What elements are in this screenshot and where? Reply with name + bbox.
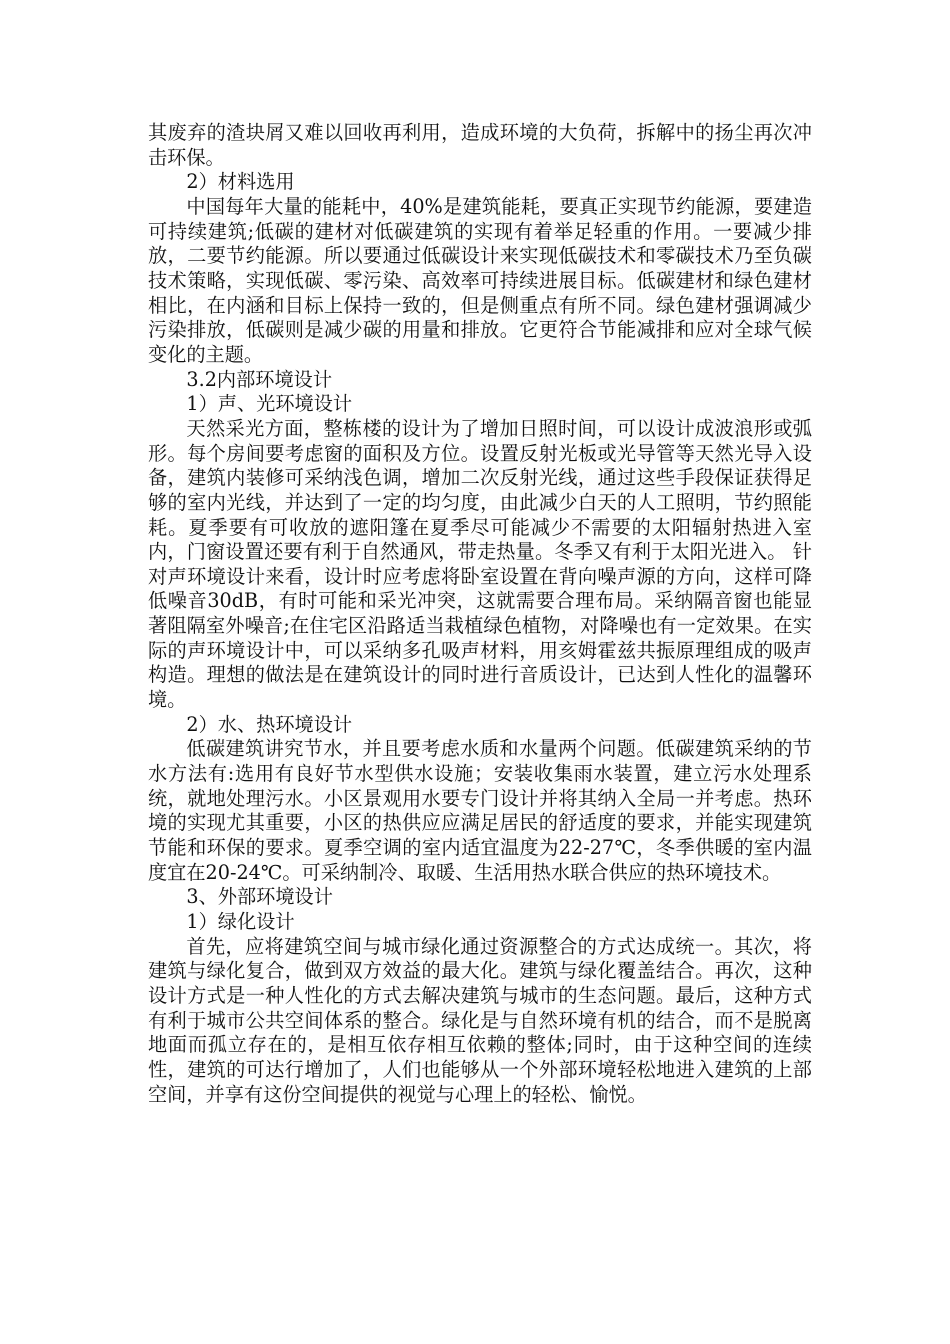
section-heading-materials: 2）材料选用 [186, 170, 295, 194]
paragraph-continued: 其废弃的渣块屑又难以回收再利用，造成环境的大负荷，拆解中的扬尘再次冲击环保。 [148, 121, 812, 169]
paragraph-water-heat: 低碳建筑讲究节水，并且要考虑水质和水量两个问题。低碳建筑采纳的节水方法有:选用有良好节水型供水设施；安装收集雨水装置，建立污水处理系统，就地处理污水。小区景观用水要专门设计并将其纳入全局一并考虑。热环境的实现尤其重要，小区的热供应应满足居民的舒适度的要求，并能实现建筑节能和环保的要求。夏季空调的室内适宜温度为22-27℃，冬季供暖的室内温度宜在20-24℃。可采纳制冷、取暖、生活用热水联合供应的热环境技术。 [148, 737, 812, 884]
section-heading-interior: 3.2内部环境设计 [186, 367, 333, 391]
subsection-heading-sound-light: 1）声、光环境设计 [186, 392, 353, 416]
subsection-heading-greening: 1）绿化设计 [186, 910, 295, 933]
section-heading-exterior: 3、外部环境设计 [186, 885, 333, 909]
paragraph-materials: 中国每年大量的能耗中，40%是建筑能耗，要真正实现节约能源，要建造可持续建筑;低碳的建材对低碳建筑的实现有着举足轻重的作用。一要减少排放，二要节约能源。所以要通过低碳设计来实现低碳技术和零碳技术乃至负碳技术策略，实现低碳、零污染、高效率可持续进展目标。低碳建材和绿色建材相比，在内涵和目标上保持一致的，但是侧重点有所不同。绿色建材强调减少污染排放，低碳则是减少碳的用量和排放。它更符合节能减排和应对全球气候变化的主题。 [148, 194, 812, 366]
document-page [148, 121, 812, 1107]
subsection-heading-water-heat: 2）水、热环境设计 [186, 712, 353, 736]
paragraph-greening: 首先，应将建筑空间与城市绿化通过资源整合的方式达成统一。其次，将建筑与绿化复合，做到双方效益的最大化。建筑与绿化覆盖结合。再次，这种设计方式是一种人性化的方式去解决建筑与城市的生态问题。最后，这种方式有利于城市公共空间体系的整合。绿化是与自然环境有机的结合，而不是脱离地面而孤立存在的，是相互依存相互依赖的整体;同时，由于这种空间的连续性，建筑的可达行增加了，人们也能够从一个外部环境轻松地进入建筑的上部空间，并享有这份空间提供的视觉与心理上的轻松、愉悦。 [148, 934, 812, 1106]
paragraph-sound-light: 天然采光方面，整栋楼的设计为了增加日照时间，可以设计成波浪形或弧形。每个房间要考虑窗的面积及方位。设置反射光板或光导管等天然光导入设备，建筑内装修可采纳浅色调，增加二次反射光线，通过这些手段保证获得足够的室内光线，并达到了一定的均匀度，由此减少白天的人工照明，节约照能耗。夏季要有可收放的遮阳篷在夏季尽可能减少不需要的太阳辐射热进入室内，门窗设置还要有利于自然通风，带走热量。冬季又有利于太阳光进入。 针对声环境设计来看，设计时应考虑将卧室设置在背向噪声源的方向，这样可降低噪音30dB，有时可能和采光冲突，这就需要合理布局。采纳隔音窗也能显著阻隔室外噪音;在住宅区沿路适当栽植绿色植物，对降噪也有一定效果。在实际的声环境设计中，可以采纳多孔吸声材料，用亥姆霍兹共振原理组成的吸声构造。理想的做法是在建筑设计的同时进行音质设计，已达到人性化的温馨环境。 [148, 416, 812, 712]
